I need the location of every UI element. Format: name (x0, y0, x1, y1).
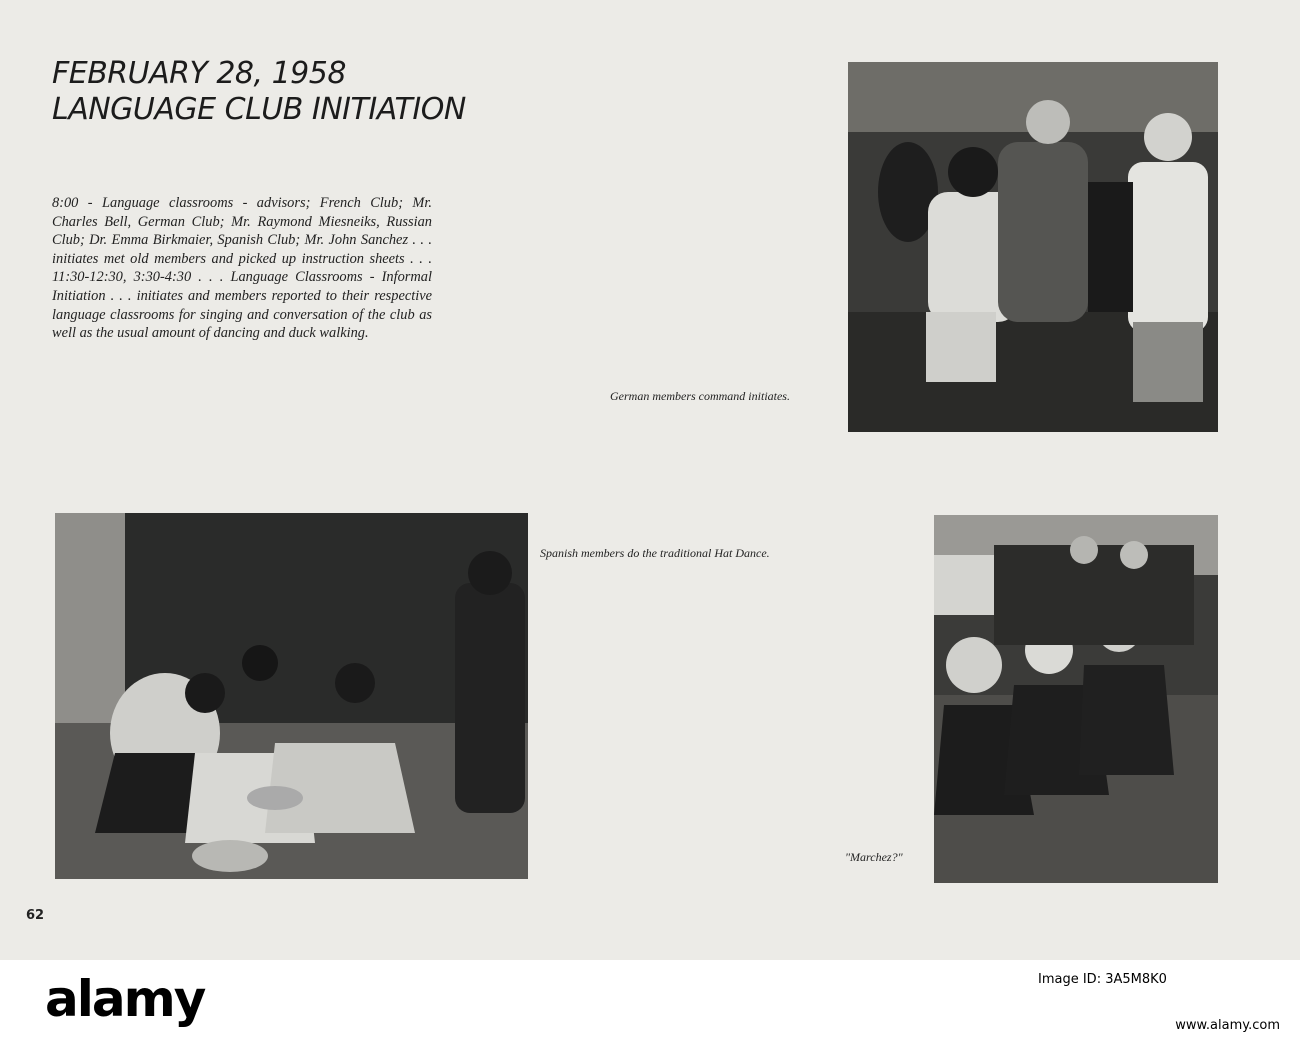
watermark-url: www.alamy.com (1175, 1018, 1280, 1033)
page-title (52, 56, 466, 128)
alamy-logo: alamy (45, 970, 205, 1028)
page-number: 62 (26, 908, 45, 923)
spanish-photo-caption: Spanish members do the traditional Hat Dance. (540, 546, 770, 560)
marchez-photo-caption: "Marchez?" (845, 850, 903, 864)
image-id: Image ID: 3A5M8K0 (1038, 972, 1167, 987)
page-title-event: LANGUAGE CLUB INITIATION (52, 92, 466, 127)
page-title-date: FEBRUARY 28, 1958 (52, 56, 346, 91)
event-description: 8:00 - Language classrooms - advisors; French Club; Mr. Charles Bell, German Club; Mr. Raymond Miesneiks, Russian Club; Dr. Emma Birkmaier, Spanish Club; Mr. John Sanchez . . . initiates met old members and picked up instruction sheets . . . 11:30-12:30, 3:30-4:30 . . . Language Classrooms - Informal Initiation . . . initiates and members reported to their respective language classrooms for singing and conversation of the club as well as the usual amount of dancing and duck walking. (52, 195, 432, 342)
german-photo-caption: German members command initiates. (610, 389, 790, 403)
german-members-photo (848, 62, 1218, 432)
spanish-hat-dance-photo (55, 513, 528, 879)
marchez-photo (934, 515, 1218, 883)
